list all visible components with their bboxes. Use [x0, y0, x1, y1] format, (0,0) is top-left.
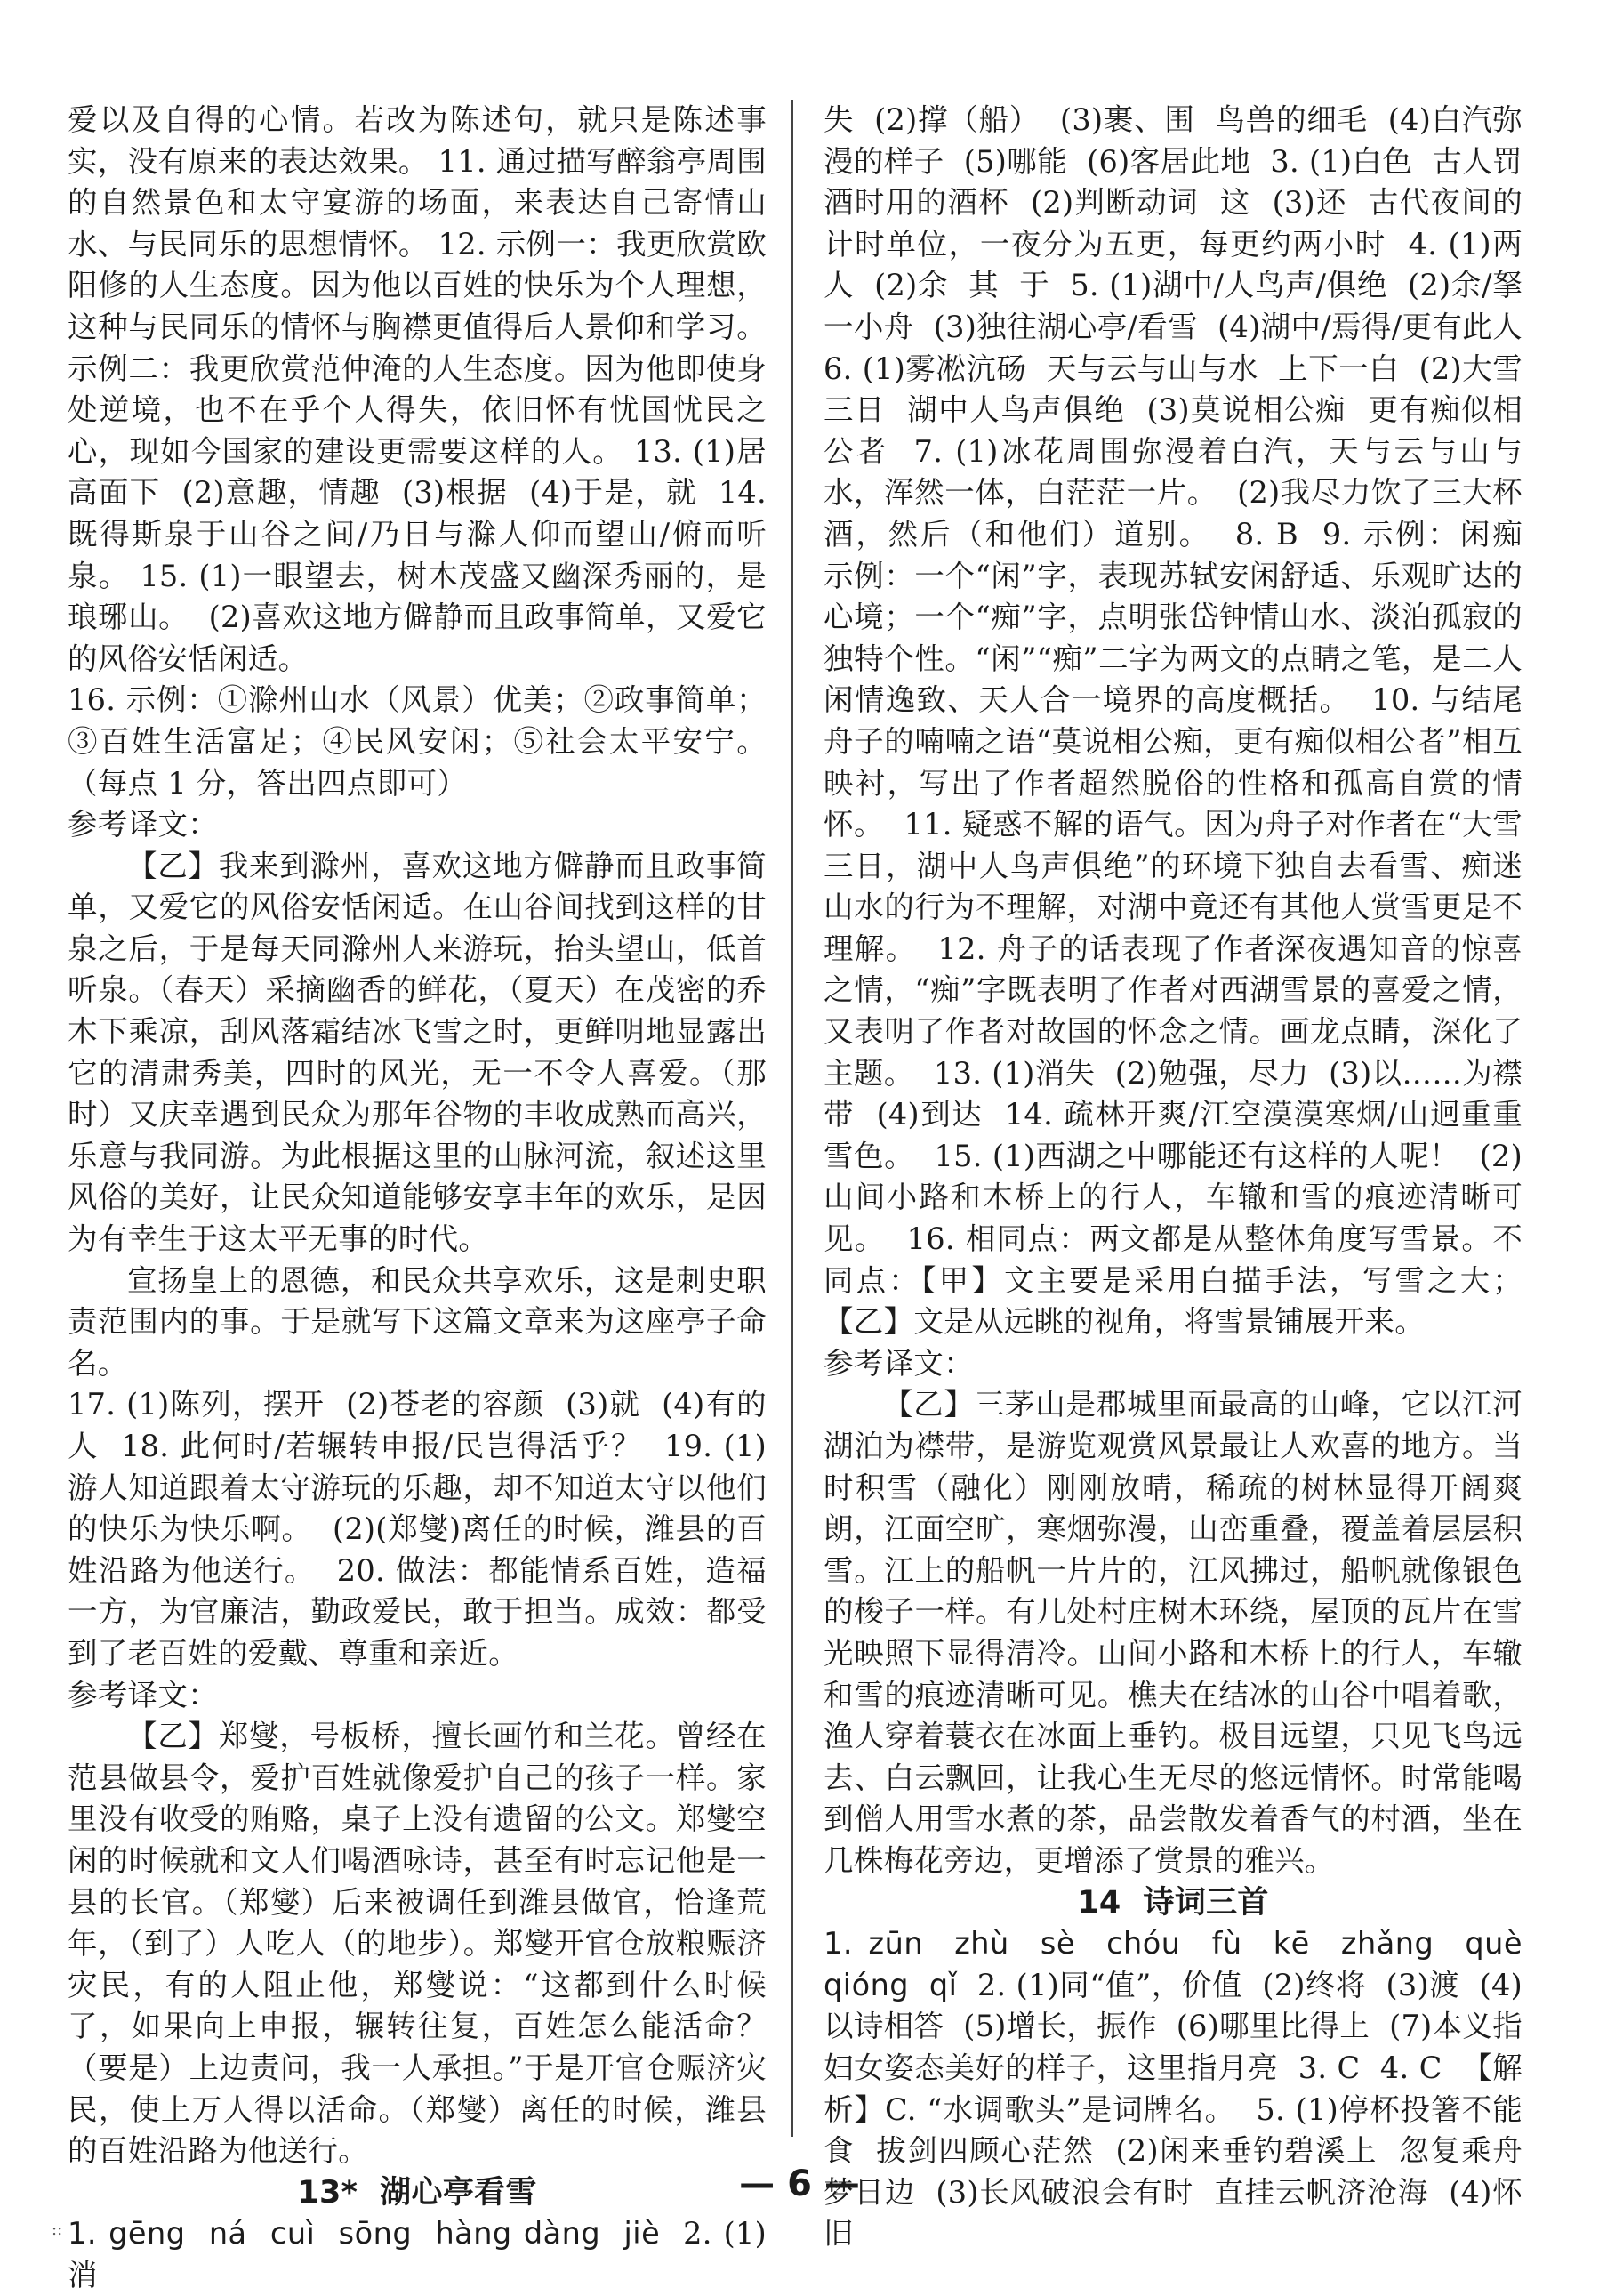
answer-text: 2. (1)消	[68, 2216, 767, 2292]
column-divider	[791, 100, 793, 2137]
answer-block: 16. 示例：①滁州山水（风景）优美；②政事简单；③百姓生活富足；④民风安闲；⑤社会太平安宁。（每点 1 分，答出四点即可）	[68, 682, 767, 801]
right-column	[824, 100, 1543, 2255]
answer-block	[824, 1923, 1543, 2255]
pinyin-answers: 1. zūn zhù sè chóu fù kē zhǎng què qióng qǐ	[824, 1926, 1543, 2002]
answer-block: 17. (1)陈列，摆开 (2)苍老的容颜 (3)就 (4)有的人 18. 此何时/若辗转申报/民岂得活乎？ 19. (1)游人知道跟着太守游玩的乐趣，却不知道太守以他们的快乐为快乐啊。 (2)(郑燮)离任的时候，潍县的百姓沿路为他送行。 20. 做法：都能情系百姓，造福一方，为官廉洁，勤政爱民，敢于担当。成效：都受到了老百姓的爱戴、尊重和亲近。	[68, 1387, 767, 1671]
page-number: — 6 —	[739, 2163, 860, 2204]
corner-mark: ::	[52, 2220, 63, 2239]
reference-label: 参考译文：	[68, 1677, 218, 1712]
reference-label: 参考译文：	[68, 807, 218, 842]
left-column	[68, 100, 776, 2296]
reference-label: 参考译文：	[824, 1345, 974, 1381]
section-title: 13* 湖心亭看雪	[297, 2174, 537, 2211]
translation-paragraph: 【乙】我来到滁州，喜欢这地方僻静而且政事简单，又爱它的风俗安恬闲适。在山谷间找到这样的甘泉之后，于是每天同滁州人来游玩，抬头望山，低首听泉。（春天）采摘幽香的鲜花，（夏天）在茂密的乔木下乘凉，刮风落霜结冰飞雪之时，更鲜明地显露出它的清肃秀美，四时的风光，无一不令人喜爱。（那时）又庆幸遇到民众为那年谷物的丰收成熟而高兴，乐意与我同游。为此根据这里的山脉河流，叙述这里风俗的美好，让民众知道能够安享丰年的欢乐，是因为有幸生于这太平无事的时代。	[68, 848, 767, 1257]
answer-block: 失 (2)撑（船） (3)裹、围 鸟兽的细毛 (4)白汽弥漫的样子 (5)哪能 (6)客居此地 3. (1)白色 古人罚酒时用的酒杯 (2)判断动词 这 (3)还 古代夜间的计时单位，一夜分为五更，每更约两小时 4. (1)两人 (2)余 其 于 5. (1)湖中/人鸟声/俱绝 (2)余/拏一小舟 (3)独往湖心亭/看雪 (4)湖中/焉得/更有此人 6. (1)雾凇沆砀 天与云与山与水 上下一白 (2)大雪三日 湖中人鸟声俱绝 (3)莫说相公痴 更有痴似相公者 7. (1)冰花周围弥漫着白汽，天与云与山与水，浑然一体，白茫茫一片。 (2)我尽力饮了三大杯酒，然后（和他们）道别。 8. B 9. 示例：闲痴 示例：一个“闲”字，表现苏轼安闲舒适、乐观旷达的心境；一个“痴”字，点明张岱钟情山水、淡泊孤寂的独特个性。“闲”“痴”二字为两文的点睛之笔，是二人闲情逸致、天人合一境界的高度概括。 10. 与结尾舟子的喃喃之语“莫说相公痴，更有痴似相公者”相互映衬，写出了作者超然脱俗的性格和孤高自赏的情怀。 11. 疑惑不解的语气。因为舟子对作者在“大雪三日，湖中人鸟声俱绝”的环境下独自去看雪、痴迷山水的行为不理解，对湖中竟还有其他人赏雪更是不理解。 12. 舟子的话表现了作者深夜遇知音的惊喜之情，“痴”字既表明了作者对西湖雪景的喜爱之情，又表明了作者对故国的怀念之情。画龙点睛，深化了主题。 13. (1)消失 (2)勉强，尽力 (3)以……为襟带 (4)到达 14. 疏林开爽/江空漠漠寒烟/山迥重重雪色。 15. (1)西湖之中哪能还有这样的人呢！ (2)山间小路和木桥上的行人，车辙和雪的痕迹清晰可见。 16. 相同点：两文都是从整体角度写雪景。不同点：【甲】文主要是采用白描手法，写雪之大；【乙】文是从远眺的视角，将雪景铺展开来。	[824, 102, 1542, 1340]
answer-block: 爱以及自得的心情。若改为陈述句，就只是陈述事实，没有原来的表达效果。 11. 通过描写醉翁亭周围的自然景色和太守宴游的场面，来表达自己寄情山水、与民同乐的思想情怀。 12. 示例一：我更欣赏欧阳修的人生态度。因为他以百姓的快乐为个人理想，这种与民同乐的情怀与胸襟更值得后人景仰和学习。示例二：我更欣赏范仲淹的人生态度。因为他即使身处逆境，也不在乎个人得失，依旧怀有忧国忧民之心，现如今国家的建设更需要这样的人。 13. (1)居高面下 (2)意趣，情趣 (3)根据 (4)于是，就 14. 既得斯泉于山谷之间/乃日与滁人仰而望山/俯而听泉。 15. (1)一眼望去，树木茂盛又幽深秀丽的，是琅琊山。 (2)喜欢这地方僻静而且政事简单，又爱它的风俗安恬闲适。	[68, 102, 776, 676]
translation-paragraph: 宣扬皇上的恩德，和民众共享欢乐，这是刺史职责范围内的事。于是就写下这篇文章来为这座亭子命名。	[68, 1262, 767, 1381]
translation-paragraph: 【乙】郑燮，号板桥，擅长画竹和兰花。曾经在范县做县令，爱护百姓就像爱护自己的孩子一样。家里没有收受的贿赂，桌子上没有遗留的公文。郑燮空闲的时候就和文人们喝酒咏诗，甚至有时忘记他是一县的长官。（郑燮）后来被调任到潍县做官，恰逢荒年，（到了）人吃人（的地步）。郑燮开官仓放粮赈济灾民，有的人阻止他，郑燮说：“这都到什么时候了，如果向上申报，辗转往复，百姓怎么能活命？（要是）上边责问，我一人承担。”于是开官仓赈济灾民，使上万人得以活命。（郑燮）离任的时候，潍县的百姓沿路为他送行。	[68, 1719, 767, 2169]
section-title: 14 诗词三首	[1077, 1884, 1269, 1921]
translation-paragraph: 【乙】三茅山是郡城里面最高的山峰，它以江河湖泊为襟带，是游览观赏风景最让人欢喜的地方。当时积雪（融化）刚刚放晴，稀疏的树林显得开阔爽朗，江面空旷，寒烟弥漫，山峦重叠，覆盖着层层积雪。江上的船帆一片片的，江风拂过，船帆就像银色的梭子一样。有几处村庄树木环绕，屋顶的瓦片在雪光映照下显得清冷。山间小路和木桥上的行人，车辙和雪的痕迹清晰可见。樵夫在结冰的山谷中唱着歌，渔人穿着蓑衣在冰面上垂钓。极目远望，只见飞鸟远去、白云飘回，让我心生无尽的悠远情怀。时常能喝到僧人用雪水煮的茶，品尝散发着香气的村酒，坐在几株梅花旁边，更增添了赏景的雅兴。	[824, 1387, 1523, 1878]
answer-text: 2. (1)同“值”，价值 (2)终将 (3)渡 (4)以诗相答 (5)增长，振作 (6)哪里比得上 (7)本义指妇女姿态美好的样子，这里指月亮 3. C 4. C 【解析】C. “水调歌头”是词牌名。 5. (1)停杯投箸不能食 拔剑四顾心茫然 (2)闲来垂钓碧溪上 忽复乘舟梦日边 (3)长风破浪会有时 直挂云帆济沧海 (4)怀旧	[824, 1967, 1523, 2252]
answer-block	[68, 2213, 767, 2296]
pinyin-answers: 1. gēng ná cuì sōng hàng dàng jiè	[68, 2216, 661, 2252]
